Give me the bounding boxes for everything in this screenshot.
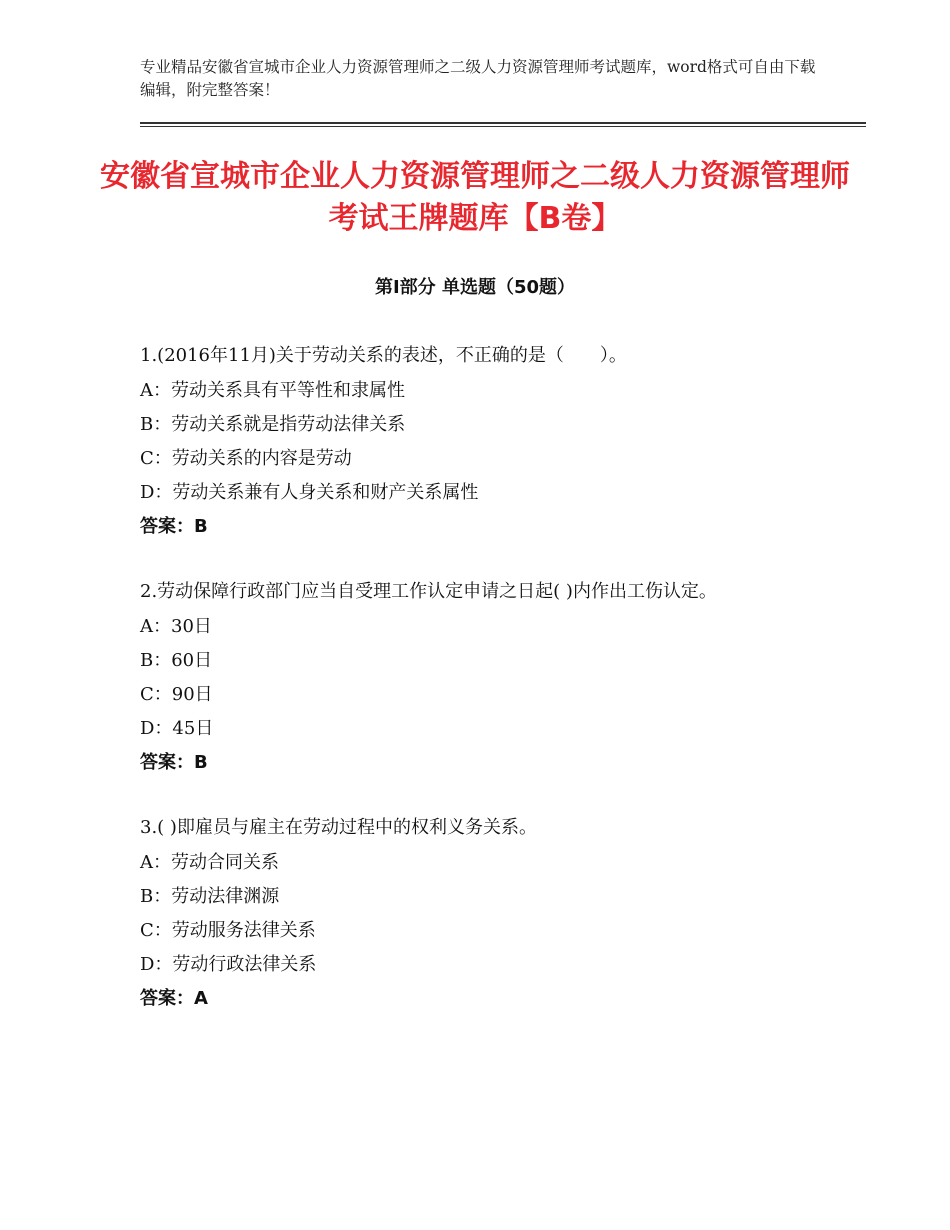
answer: 答案：A — [140, 988, 208, 1009]
section-title: 第Ⅰ部分 单选题（50题） — [374, 277, 575, 298]
option-d: D：劳动关系兼有人身关系和财产关系属性 — [140, 482, 479, 503]
option-d: D：45日 — [140, 718, 214, 739]
question-text: 1.(2016年11月)关于劳动关系的表述，不正确的是（ ）。 — [140, 345, 627, 366]
question-2 — [140, 576, 820, 780]
option-d: D：劳动行政法律关系 — [140, 954, 317, 975]
question-text: 3.( )即雇员与雇主在劳动过程中的权利义务关系。 — [140, 817, 537, 838]
header-rule-thick — [140, 122, 866, 124]
question-list — [140, 340, 820, 1048]
option-a: A：劳动合同关系 — [140, 852, 279, 873]
option-b: B：劳动法律渊源 — [140, 886, 280, 907]
option-b: B：劳动关系就是指劳动法律关系 — [140, 414, 406, 435]
option-b: B：60日 — [140, 650, 213, 671]
option-c: C：劳动关系的内容是劳动 — [140, 448, 352, 469]
option-a: A：劳动关系具有平等性和隶属性 — [140, 380, 405, 401]
option-a: A：30日 — [140, 616, 212, 637]
option-c: C：90日 — [140, 684, 213, 705]
header-note: 专业精品安徽省宣城市企业人力资源管理师之二级人力资源管理师考试题库，word格式可自由下载编辑，附完整答案！ — [140, 58, 816, 99]
header-rule-thin — [140, 126, 866, 127]
question-3 — [140, 812, 820, 1016]
document-title: 安徽省宣城市企业人力资源管理师之二级人力资源管理师考试王牌题库【B卷】 — [100, 159, 850, 236]
answer: 答案：B — [140, 752, 208, 773]
option-c: C：劳动服务法律关系 — [140, 920, 316, 941]
question-text: 2.劳动保障行政部门应当自受理工作认定申请之日起( )内作出工伤认定。 — [140, 581, 717, 602]
answer: 答案：B — [140, 516, 208, 537]
question-1 — [140, 340, 820, 544]
